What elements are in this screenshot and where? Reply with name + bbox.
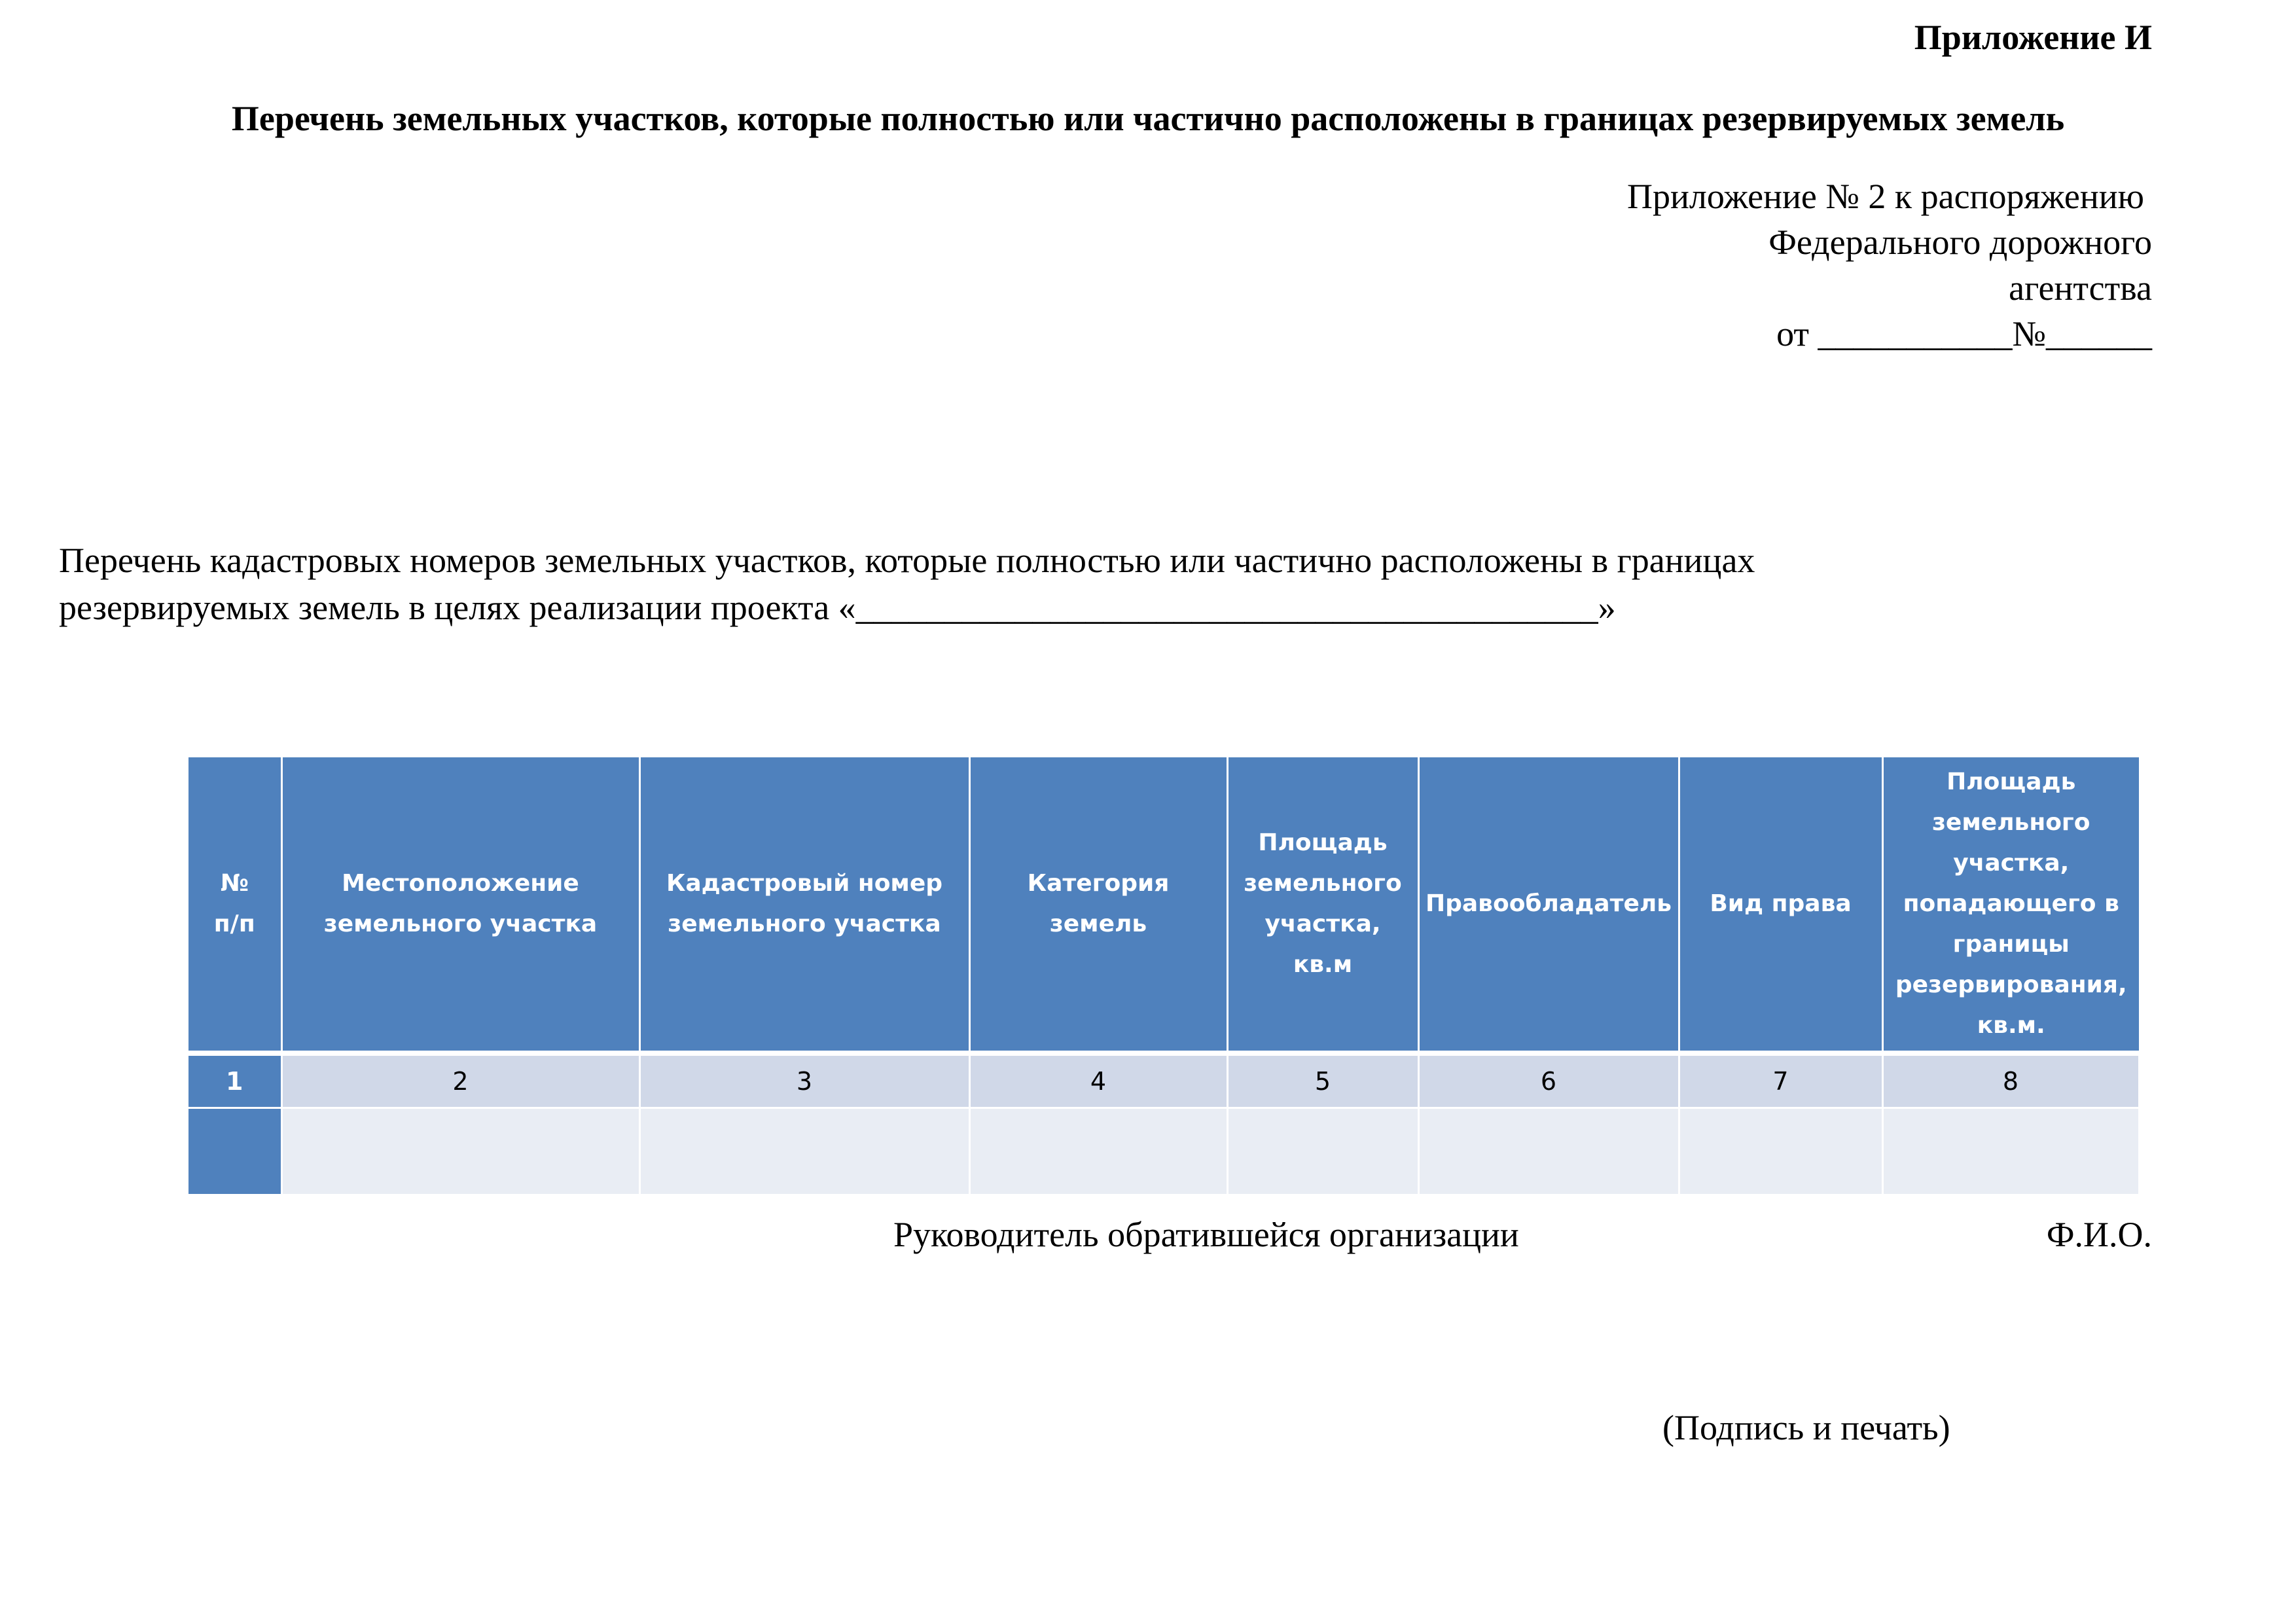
header-cell-right-type [1679, 757, 1882, 1053]
header-cell-number [188, 757, 281, 1053]
table-cell [1882, 1108, 2139, 1195]
table-cell [1679, 1108, 1882, 1195]
appendix-label: Приложение И [1914, 18, 2152, 57]
header-cell-location [281, 757, 639, 1053]
header-cell-line: Площадь [1258, 829, 1388, 856]
header-cell-line: участка, [1953, 850, 2070, 876]
column-number-cell: 5 [1227, 1053, 1418, 1108]
header-cell-plot-area [1227, 757, 1418, 1053]
header-cell-owner [1418, 757, 1679, 1053]
column-number-cell: 8 [1882, 1053, 2139, 1108]
column-number-cell: 4 [969, 1053, 1227, 1108]
header-cell-line: земельного [1932, 809, 2090, 836]
decree-line-4: от ___________№______ [1776, 314, 2152, 353]
table-cell [1418, 1108, 1679, 1195]
column-number-cell: 7 [1679, 1053, 1882, 1108]
land-plots-table [188, 757, 2140, 1194]
header-cell-line: земельного [1244, 870, 1402, 897]
table-row [188, 1108, 2139, 1195]
header-cell-line: границы [1952, 931, 2070, 958]
table-header-row [188, 757, 2139, 1053]
table-cell [188, 1108, 281, 1195]
header-cell-line: земельного участка [323, 911, 598, 937]
intro-line-2: резервируемых земель в целях реализации проекта «__________________________________________» [59, 588, 1616, 627]
header-cell-reserved-area [1882, 757, 2139, 1053]
decree-line-2: Федерального дорожного [1768, 223, 2152, 262]
land-plots-table-container [188, 757, 2139, 1194]
table-cell [281, 1108, 639, 1195]
signatory-name-placeholder: Ф.И.О. [2046, 1215, 2152, 1254]
header-cell-cadastral-number [639, 757, 969, 1053]
header-cell-line: Категория земель [1027, 870, 1170, 937]
table-cell [969, 1108, 1227, 1195]
header-cell-line: участка, кв.м [1265, 911, 1381, 978]
table-cell [639, 1108, 969, 1195]
column-number-cell: 6 [1418, 1053, 1679, 1108]
decree-reference [1367, 173, 2152, 357]
column-number-cell: 1 [188, 1053, 281, 1108]
decree-line-3: агентства [2009, 268, 2152, 308]
header-cell-line: п/п [213, 911, 255, 937]
intro-line-1: Перечень кадастровых номеров земельных участков, которые полностью или частично расположены в границах [59, 541, 1755, 580]
intro-paragraph [59, 537, 2153, 631]
header-cell-line: Правообладатель [1425, 890, 1672, 917]
signatory-title: Руководитель обратившейся организации [893, 1215, 1519, 1254]
header-cell-line: Кадастровый номер [666, 870, 943, 897]
decree-line-1: Приложение № 2 к распоряжению [1627, 177, 2144, 216]
table-cell [1227, 1108, 1418, 1195]
column-number-row [188, 1053, 2139, 1108]
header-cell-land-category [969, 757, 1227, 1053]
column-number-cell: 3 [639, 1053, 969, 1108]
signature-stamp-note: (Подпись и печать) [1662, 1408, 1950, 1447]
header-cell-line: кв.м. [1977, 1012, 2045, 1039]
header-cell-line: № [220, 870, 249, 897]
header-cell-line: резервирования, [1895, 971, 2127, 998]
column-number-cell: 2 [281, 1053, 639, 1108]
header-cell-line: Вид права [1710, 890, 1852, 917]
header-cell-line: Местоположение [342, 870, 579, 897]
header-cell-line: земельного участка [668, 911, 941, 937]
header-cell-line: Площадь [1946, 768, 2076, 795]
header-cell-line: попадающего в [1903, 890, 2119, 917]
document-title: Перечень земельных участков, которые полностью или частично расположены в границах резервируемых земель [231, 99, 2065, 138]
